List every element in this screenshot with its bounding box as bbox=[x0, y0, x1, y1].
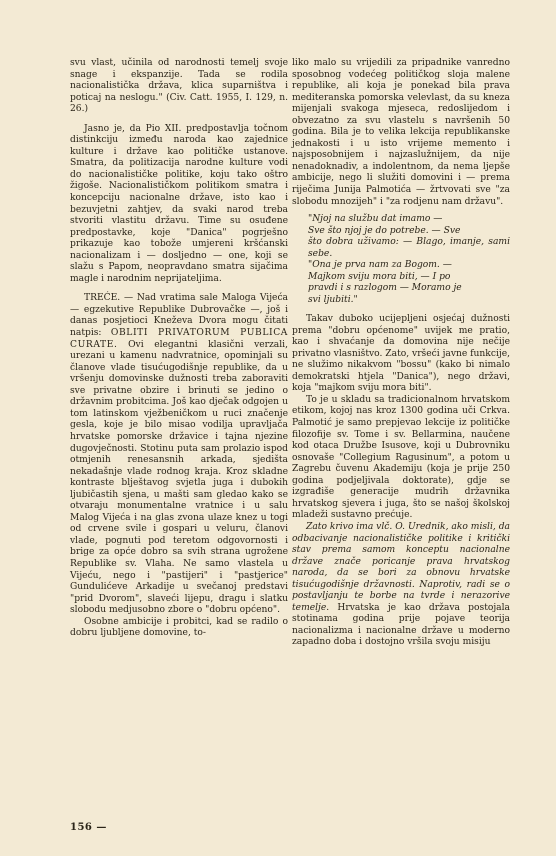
poem-line: "Njoj na službu dat imamo — bbox=[308, 214, 443, 225]
latin-inscription: OBLITI PRIVATORUM PUBLICA CURATE. bbox=[70, 328, 288, 350]
left-paragraph-1: svu vlast, učinila od narodnosti temelj svoje snage i ekspanzije. Tada se rodila nacionalistička država, klica suparništva i poticaj na neslogu." (Civ. Catt. 1955, I. 129, n. 26.) bbox=[70, 58, 288, 115]
right-paragraph-2: Takav duboko ucijepljeni osjećaj dužnosti prema "dobru općenome" uvijek me pratio, kao i shvaćanje da domovina nije nečije privatno vlasništvo. Zato, vršeći javne funkcije, ne služimo nikakvom "bossu" (kako bi nimalo demokratski htjela "Danica"), nego državi, koja "majkom sviju mora biti". bbox=[292, 314, 510, 394]
page-number: 156 — bbox=[70, 822, 107, 833]
left-paragraph-4: Ovi elegantni klasični verzali, urezani u kamenu nadvratnice, opominjali su članove vlade tisućugodišnje republike, da u vršenju domovinske dužnosti treba zaboraviti sve privatne obzire i brinuti se jedino o državnim probitcima. Još kao dječak odgojen u tom latinskom vježbeničkom u ruci značenje gesla, koje je bilo misao vodilja upravljača hrvatske pomorske državice i tajna njezine dugovječnosti. Stotinu puta sam prolazio ispod otmjenih renesansnih arkada, sjedišta nekadašnje vlade rodnog kraja. Kroz skladne kontraste blještavog svjetla juga i dubokih ljubičastih sjena, u mašti sam gledao kako se otvaraju monumentalne vratnice i u salu Malog Vijeća i na glas zvona ulaze knez u togi od crvene svile i gospari u veluru, članovi vlade, pognuti pod teretom odgovornosti i brige za opće dobro sa svih strana ugrožene Republike sv. Vlaha. Ne samo vlastela u Vijeću, nego i "pastijeri" i "pastjerice" Gundulićeve Arkadije u svečanoj predstavi "prid Dvorom", slaveći lijepu, dragu i slatku slobodu medjusobno zbore o "dobru općeno". bbox=[70, 339, 288, 616]
poem-line: pravdi i s razlogom — Moramo je bbox=[308, 283, 462, 294]
poem-line: što dobra uživamo: — Blago, imanje, sami sebe. bbox=[308, 237, 510, 259]
right-column bbox=[292, 58, 510, 649]
right-paragraph-4 bbox=[292, 522, 510, 649]
right-paragraph-4-tail: Hrvatska je kao država postojala stotinama godina prije pojave teorija nacionalizma i nacionalne države u moderno zapadno doba i dostojno vršila svoju misiju bbox=[292, 602, 510, 648]
left-paragraph-3 bbox=[70, 293, 288, 616]
left-paragraph-5: Osobne ambicije i probitci, kad se radilo o dobru ljubljene domovine, to- bbox=[70, 616, 288, 639]
right-paragraph-1: liko malo su vrijedili za pripadnike vanredno sposobnog vodećeg političkog sloja malene republike, ali koja je ponekad bila prava mediteranska pomorska velevlast, da su kneza mijenjali svakoga mjeseca, redoslijedom i obvezatno za svu vlastelu s navršenih 50 godina. Bila je to velika lekcija republikanske jednakosti i u isto vrijeme memento i najsposobnijem i najzaslužnijem, da nije nenadoknadiv, a indolentnom, da nema ljepše ambicije, nego li služiti domovini i — prema riječima Junija Palmotića — žrtvovati sve "za slobodu mnozijeh" i "za rodjenu nam državu". bbox=[292, 58, 510, 207]
poem-line: svi ljubiti." bbox=[308, 294, 358, 305]
italic-passage: Zato krivo ima vlč. O. Urednik, ako misli, da odbacivanje nacionalističke politike i kritički stav prema samom konceptu nacionalne države znače poricanje prava hrvatskog naroda, da se bori za obnovu hrvatske tisućugodišnje državnosti. Naprotiv, radi se o postavljanju te borbe na tvrde i nerazorive temelje. bbox=[292, 521, 510, 613]
right-paragraph-3: To je u skladu sa tradicionalnom hrvatskom etikom, kojoj nas kroz 1300 godina uči Crkva. Palmotić je samo prepjevao lekcije iz političke filozofije sv. Tome i sv. Bellarmina, naučene kod otaca Družbe Isusove, koji u Dubrovniku osnovaše "Collegium Ragusinum", a potom u Zagrebu čuvenu Akademiju (koja je prije 250 godina podjeljivala doktorate), gdje se izgrađiše generacije mudrih državnika hrvatskog sjevera i juga, što se našoj školskoj mladeži sustavno prećuje. bbox=[292, 394, 510, 521]
poem-line: Majkom sviju mora biti, — I po bbox=[308, 271, 451, 282]
poem-quote bbox=[308, 214, 510, 306]
poem-line: Sve što njoj je do potrebe. — Sve bbox=[308, 225, 461, 236]
left-paragraph-2: Jasno je, da Pio XII. predpostavlja točnom distinkciju između naroda kao zajednice kulture i države kao političke ustanove. Smatra, da politizacija narodne kulture vodi do nacionalističke politike, koju tako oštro žigoše. Nacionalističkom politikom smatra i koncepciju nacionalne države, isto kao i bezuvjetni zahtjev, da svaki narod treba stvoriti vlastitu državu. Time su osuđene predpostavke, koje "Danica" pogrješno prikazuje kao tobože umjereni kršćanski nacionalizam i — dosljedno — one, koji se slažu s Papom, neopravdano smatra sijačima magle i narodnim neprijateljima. bbox=[70, 123, 288, 284]
treće-intro: TREĆE. — Nad vratima sale Maloga Vijeća — egzekutive Republike Dubrovačke —, još i danas posjetioci Kneževa Dvora mogu čitati natpis: bbox=[70, 293, 288, 339]
poem-line: "Ona je prva nam za Bogom. — bbox=[308, 260, 452, 271]
left-column bbox=[70, 58, 288, 640]
